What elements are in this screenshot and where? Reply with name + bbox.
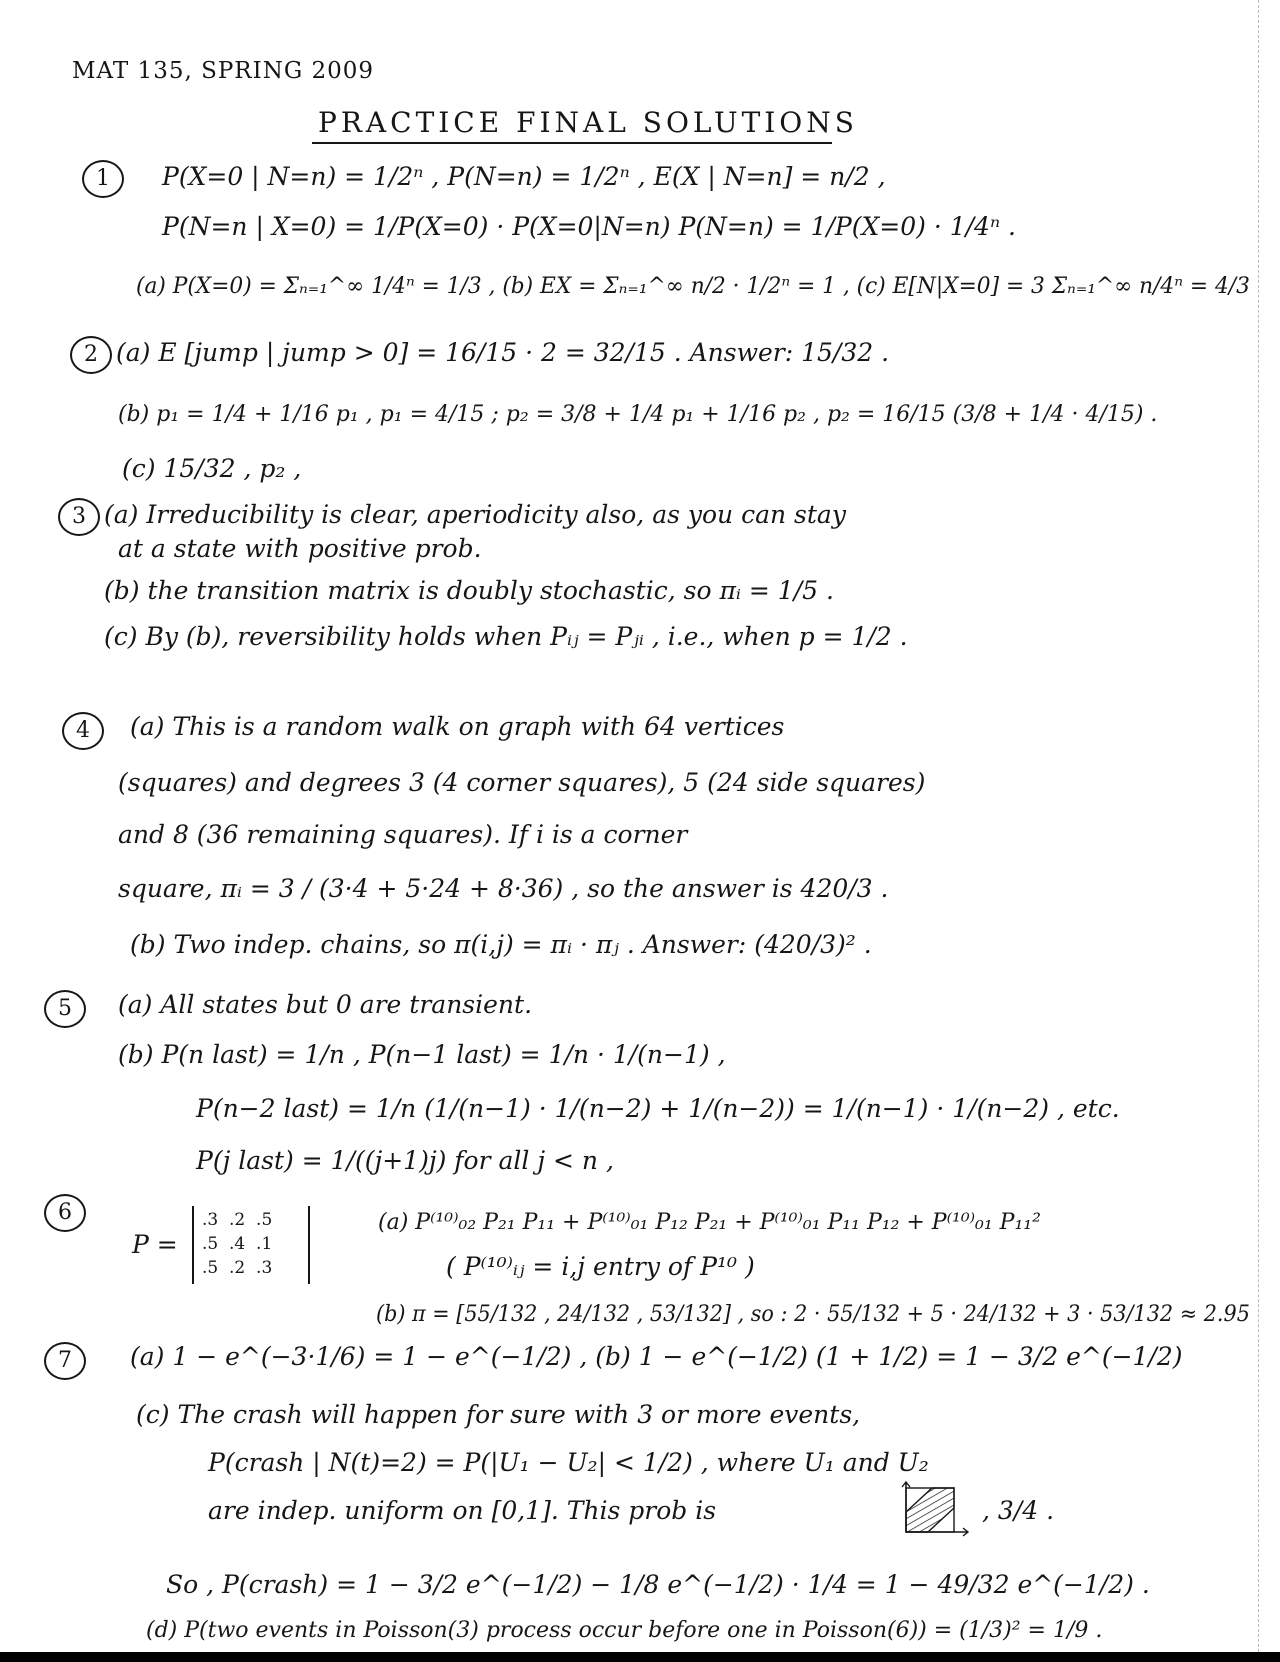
problem-5-line-1: (a) All states but 0 are transient. bbox=[118, 990, 533, 1019]
problem-6-line-1: (a) P⁽¹⁰⁾₀₂ P₂₁ P₁₁ + P⁽¹⁰⁾₀₁ P₁₂ P₂₁ + P⁽¹⁰⁾₀₁ P₁₁ P₁₂ + P⁽¹⁰⁾₀₁ P₁₁² bbox=[378, 1210, 1041, 1235]
matrix-row: .5 .4 .1 bbox=[202, 1234, 273, 1254]
problem-7-line-3: P(crash | N(t)=2) = P(|U₁ − U₂| < 1/2) , where U₁ and U₂ bbox=[208, 1448, 929, 1477]
problem-number-1: 1 bbox=[82, 160, 124, 198]
problem-2-line-1: (a) E [jump | jump > 0] = 16/15 · 2 = 32/15 . Answer: 15/32 . bbox=[116, 338, 890, 367]
problem-7-line-4: are indep. uniform on [0,1]. This prob is bbox=[208, 1496, 717, 1525]
problem-2-line-2: (b) p₁ = 1/4 + 1/16 p₁ , p₁ = 4/15 ; p₂ = 3/8 + 1/4 p₁ + 1/16 p₂ , p₂ = 16/15 (3/8 + 1/4 · 4/15) . bbox=[118, 402, 1158, 427]
problem-7-line-6: (d) P(two events in Poisson(3) process occur before one in Poisson(6)) = (1/3)² = 1/9 . bbox=[146, 1618, 1103, 1643]
problem-1-line-1: P(X=0 | N=n) = 1/2ⁿ , P(N=n) = 1/2ⁿ , E(X | N=n] = n/2 , bbox=[162, 162, 886, 191]
problem-3-line-2: at a state with positive prob. bbox=[118, 534, 482, 563]
matrix-row: .3 .2 .5 bbox=[202, 1210, 273, 1230]
problem-7-line-4-answer: , 3/4 . bbox=[982, 1496, 1055, 1525]
problem-4-line-5: (b) Two indep. chains, so π(i,j) = πᵢ · πⱼ . Answer: (420/3)² . bbox=[130, 930, 872, 959]
matrix-row: .5 .2 .3 bbox=[202, 1258, 273, 1278]
problem-1-line-2: P(N=n | X=0) = 1/P(X=0) · P(X=0|N=n) P(N=n) = 1/P(X=0) · 1/4ⁿ . bbox=[162, 212, 1016, 241]
problem-5-line-2: (b) P(n last) = 1/n , P(n−1 last) = 1/n · 1/(n−1) , bbox=[118, 1040, 726, 1069]
problem-5-line-4: P(j last) = 1/((j+1)j) for all j < n , bbox=[196, 1146, 614, 1175]
problem-number-6: 6 bbox=[44, 1194, 86, 1232]
page-title: PRACTICE FINAL SOLUTIONS bbox=[318, 106, 858, 139]
problem-4-line-4: square, πᵢ = 3 / (3·4 + 5·24 + 8·36) , so the answer is 420/3 . bbox=[118, 874, 889, 903]
problem-3-line-3: (b) the transition matrix is doubly stochastic, so πᵢ = 1/5 . bbox=[104, 576, 834, 605]
problem-5-line-3: P(n−2 last) = 1/n (1/(n−1) · 1/(n−2) + 1/(n−2)) = 1/(n−1) · 1/(n−2) , etc. bbox=[196, 1094, 1120, 1123]
problem-4-line-1: (a) This is a random walk on graph with 64 vertices bbox=[130, 712, 785, 741]
transition-matrix bbox=[192, 1206, 310, 1284]
problem-6-line-3: (b) π = [55/132 , 24/132 , 53/132] , so : 2 · 55/132 + 5 · 24/132 + 3 · 53/132 ≈ 2.95 bbox=[376, 1302, 1250, 1327]
title-underline bbox=[312, 142, 832, 144]
problem-4-line-2: (squares) and degrees 3 (4 corner squares), 5 (24 side squares) bbox=[118, 768, 926, 797]
problem-number-7: 7 bbox=[44, 1342, 86, 1380]
problem-3-line-1: (a) Irreducibility is clear, aperiodicity also, as you can stay bbox=[104, 500, 846, 529]
problem-number-2: 2 bbox=[70, 336, 112, 374]
scan-edge bbox=[1258, 0, 1260, 1652]
problem-7-line-2: (c) The crash will happen for sure with 3 or more events, bbox=[136, 1400, 861, 1429]
problem-3-line-4: (c) By (b), reversibility holds when Pᵢⱼ = Pⱼᵢ , i.e., when p = 1/2 . bbox=[104, 622, 908, 651]
problem-1-line-3: (a) P(X=0) = Σₙ₌₁^∞ 1/4ⁿ = 1/3 , (b) EX = Σₙ₌₁^∞ n/2 · 1/2ⁿ = 1 , (c) E[N|X=0] = 3 Σₙ₌₁^∞ n/4ⁿ = 4/3 bbox=[136, 274, 1250, 299]
problem-2-line-3: (c) 15/32 , p₂ , bbox=[122, 454, 302, 483]
problem-number-4: 4 bbox=[62, 712, 104, 750]
problem-7-line-1: (a) 1 − e^(−3·1/6) = 1 − e^(−1/2) , (b) 1 − e^(−1/2) (1 + 1/2) = 1 − 3/2 e^(−1/2) bbox=[130, 1342, 1183, 1371]
scan-bottom-border bbox=[0, 1652, 1280, 1662]
problem-4-line-3: and 8 (36 remaining squares). If i is a corner bbox=[118, 820, 688, 849]
problem-number-3: 3 bbox=[58, 498, 100, 536]
unit-square-sketch bbox=[892, 1478, 972, 1538]
matrix-label: P = bbox=[132, 1230, 178, 1259]
course-header: MAT 135, SPRING 2009 bbox=[72, 58, 375, 84]
problem-6-line-2: ( P⁽¹⁰⁾ᵢⱼ = i,j entry of P¹⁰ ) bbox=[446, 1252, 755, 1281]
problem-number-5: 5 bbox=[44, 990, 86, 1028]
problem-7-line-5: So , P(crash) = 1 − 3/2 e^(−1/2) − 1/8 e^(−1/2) · 1/4 = 1 − 49/32 e^(−1/2) . bbox=[166, 1570, 1150, 1599]
